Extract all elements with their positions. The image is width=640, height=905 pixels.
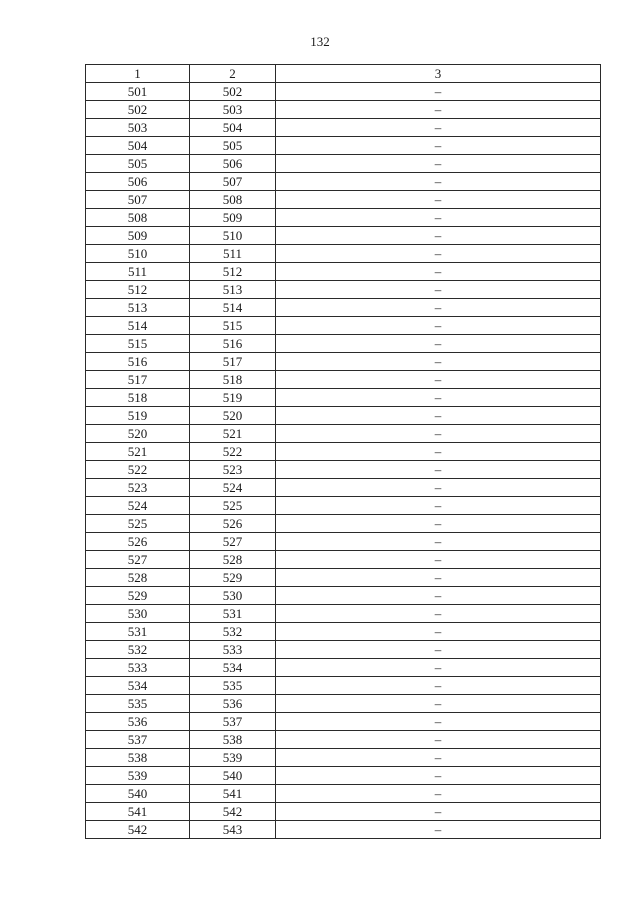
table-cell-col-1: 525	[86, 515, 190, 533]
table-cell-col-2: 520	[190, 407, 276, 425]
table-cell-col-2: 517	[190, 353, 276, 371]
table-row	[86, 227, 601, 245]
table-cell-col-1: 533	[86, 659, 190, 677]
table-cell-col-3: –	[276, 299, 601, 317]
table-cell-col-2: 542	[190, 803, 276, 821]
table-cell-col-3: –	[276, 533, 601, 551]
table-cell-col-3: –	[276, 785, 601, 803]
table-cell-col-1: 520	[86, 425, 190, 443]
column-header-3: 3	[276, 65, 601, 83]
table-cell-col-1: 540	[86, 785, 190, 803]
table-cell-col-3: –	[276, 515, 601, 533]
table-cell-col-2: 529	[190, 569, 276, 587]
table-cell-col-3: –	[276, 227, 601, 245]
table-cell-col-2: 527	[190, 533, 276, 551]
table-cell-col-3: –	[276, 173, 601, 191]
table-row	[86, 461, 601, 479]
table-cell-col-3: –	[276, 425, 601, 443]
table-row	[86, 767, 601, 785]
table-row	[86, 299, 601, 317]
table-cell-col-1: 538	[86, 749, 190, 767]
table-row	[86, 443, 601, 461]
table-row	[86, 821, 601, 839]
table-cell-col-3: –	[276, 659, 601, 677]
table-row	[86, 335, 601, 353]
table-cell-col-1: 539	[86, 767, 190, 785]
table-cell-col-1: 510	[86, 245, 190, 263]
table-cell-col-1: 509	[86, 227, 190, 245]
table-cell-col-1: 504	[86, 137, 190, 155]
table-cell-col-1: 518	[86, 389, 190, 407]
column-header-2: 2	[190, 65, 276, 83]
table-header-row	[86, 65, 601, 83]
table-cell-col-1: 515	[86, 335, 190, 353]
table-cell-col-1: 536	[86, 713, 190, 731]
table-cell-col-2: 541	[190, 785, 276, 803]
table-cell-col-1: 532	[86, 641, 190, 659]
table-cell-col-3: –	[276, 713, 601, 731]
table-row	[86, 569, 601, 587]
table-cell-col-3: –	[276, 443, 601, 461]
table-cell-col-1: 505	[86, 155, 190, 173]
table-row	[86, 137, 601, 155]
table-cell-col-1: 527	[86, 551, 190, 569]
table-row	[86, 83, 601, 101]
table-cell-col-1: 514	[86, 317, 190, 335]
table-cell-col-3: –	[276, 551, 601, 569]
table-row	[86, 749, 601, 767]
table-cell-col-2: 519	[190, 389, 276, 407]
table-cell-col-2: 534	[190, 659, 276, 677]
table-cell-col-3: –	[276, 731, 601, 749]
table-cell-col-1: 524	[86, 497, 190, 515]
table-cell-col-3: –	[276, 569, 601, 587]
table-cell-col-3: –	[276, 803, 601, 821]
table-body	[86, 83, 601, 839]
table-row	[86, 173, 601, 191]
table-cell-col-3: –	[276, 335, 601, 353]
table-row	[86, 605, 601, 623]
table-cell-col-3: –	[276, 389, 601, 407]
table-row	[86, 425, 601, 443]
table-cell-col-1: 508	[86, 209, 190, 227]
table-cell-col-3: –	[276, 353, 601, 371]
table-cell-col-3: –	[276, 119, 601, 137]
table-cell-col-2: 511	[190, 245, 276, 263]
table-row	[86, 389, 601, 407]
table-cell-col-1: 513	[86, 299, 190, 317]
table-cell-col-1: 519	[86, 407, 190, 425]
table-cell-col-2: 513	[190, 281, 276, 299]
table-cell-col-1: 542	[86, 821, 190, 839]
table-row	[86, 209, 601, 227]
table-cell-col-3: –	[276, 245, 601, 263]
table-cell-col-3: –	[276, 83, 601, 101]
table-cell-col-1: 528	[86, 569, 190, 587]
table-cell-col-3: –	[276, 767, 601, 785]
table-cell-col-2: 531	[190, 605, 276, 623]
table-cell-col-3: –	[276, 209, 601, 227]
table-cell-col-3: –	[276, 317, 601, 335]
table-cell-col-2: 518	[190, 371, 276, 389]
table-row	[86, 713, 601, 731]
table-row	[86, 587, 601, 605]
table-row	[86, 497, 601, 515]
table-cell-col-1: 503	[86, 119, 190, 137]
table-cell-col-3: –	[276, 587, 601, 605]
table-cell-col-2: 512	[190, 263, 276, 281]
table-cell-col-3: –	[276, 821, 601, 839]
table-row	[86, 281, 601, 299]
table-cell-col-1: 502	[86, 101, 190, 119]
table-row	[86, 533, 601, 551]
table-cell-col-1: 534	[86, 677, 190, 695]
table-cell-col-1: 511	[86, 263, 190, 281]
table-cell-col-2: 510	[190, 227, 276, 245]
table-cell-col-2: 522	[190, 443, 276, 461]
table-cell-col-3: –	[276, 155, 601, 173]
table-row	[86, 101, 601, 119]
table-cell-col-1: 506	[86, 173, 190, 191]
table-cell-col-3: –	[276, 479, 601, 497]
table-row	[86, 515, 601, 533]
table-cell-col-1: 530	[86, 605, 190, 623]
table-cell-col-3: –	[276, 677, 601, 695]
table-cell-col-1: 516	[86, 353, 190, 371]
table-cell-col-2: 502	[190, 83, 276, 101]
table-cell-col-3: –	[276, 605, 601, 623]
table-row	[86, 641, 601, 659]
table-row	[86, 191, 601, 209]
table-cell-col-2: 533	[190, 641, 276, 659]
table-cell-col-1: 512	[86, 281, 190, 299]
table-row	[86, 263, 601, 281]
table-cell-col-3: –	[276, 695, 601, 713]
page-number: 132	[310, 34, 330, 49]
table-cell-col-2: 504	[190, 119, 276, 137]
table-cell-col-3: –	[276, 461, 601, 479]
table-cell-col-2: 535	[190, 677, 276, 695]
table-row	[86, 371, 601, 389]
table-cell-col-2: 523	[190, 461, 276, 479]
table-cell-col-2: 524	[190, 479, 276, 497]
table-cell-col-2: 536	[190, 695, 276, 713]
table-row	[86, 317, 601, 335]
table-cell-col-2: 506	[190, 155, 276, 173]
table-row	[86, 695, 601, 713]
table-row	[86, 479, 601, 497]
table-cell-col-1: 507	[86, 191, 190, 209]
table-row	[86, 731, 601, 749]
table-row	[86, 785, 601, 803]
table-row	[86, 155, 601, 173]
table-cell-col-2: 507	[190, 173, 276, 191]
table-cell-col-2: 514	[190, 299, 276, 317]
table-cell-col-3: –	[276, 101, 601, 119]
table-cell-col-2: 537	[190, 713, 276, 731]
data-table	[85, 64, 601, 839]
table-row	[86, 659, 601, 677]
table-cell-col-1: 537	[86, 731, 190, 749]
table-cell-col-3: –	[276, 641, 601, 659]
table-cell-col-2: 525	[190, 497, 276, 515]
table-cell-col-2: 521	[190, 425, 276, 443]
table-row	[86, 803, 601, 821]
table-cell-col-2: 503	[190, 101, 276, 119]
table-cell-col-1: 529	[86, 587, 190, 605]
table-cell-col-1: 541	[86, 803, 190, 821]
table-cell-col-3: –	[276, 749, 601, 767]
table-cell-col-3: –	[276, 263, 601, 281]
table-cell-col-3: –	[276, 281, 601, 299]
table-cell-col-3: –	[276, 407, 601, 425]
table-cell-col-2: 538	[190, 731, 276, 749]
column-header-1: 1	[86, 65, 190, 83]
table-cell-col-3: –	[276, 371, 601, 389]
table-cell-col-2: 508	[190, 191, 276, 209]
table-cell-col-2: 505	[190, 137, 276, 155]
table-row	[86, 623, 601, 641]
table-cell-col-2: 532	[190, 623, 276, 641]
table-cell-col-1: 522	[86, 461, 190, 479]
table-cell-col-1: 501	[86, 83, 190, 101]
table-cell-col-2: 528	[190, 551, 276, 569]
table-row	[86, 353, 601, 371]
table-cell-col-3: –	[276, 623, 601, 641]
table-cell-col-3: –	[276, 191, 601, 209]
table-cell-col-1: 517	[86, 371, 190, 389]
table-row	[86, 119, 601, 137]
table-cell-col-2: 515	[190, 317, 276, 335]
table-row	[86, 407, 601, 425]
table-cell-col-1: 535	[86, 695, 190, 713]
table-cell-col-1: 526	[86, 533, 190, 551]
table-cell-col-2: 543	[190, 821, 276, 839]
table-row	[86, 551, 601, 569]
table-row	[86, 245, 601, 263]
table-cell-col-2: 539	[190, 749, 276, 767]
table-cell-col-2: 509	[190, 209, 276, 227]
table-cell-col-2: 530	[190, 587, 276, 605]
table-cell-col-1: 523	[86, 479, 190, 497]
table-cell-col-3: –	[276, 137, 601, 155]
table-cell-col-2: 526	[190, 515, 276, 533]
table-cell-col-2: 516	[190, 335, 276, 353]
table-cell-col-1: 531	[86, 623, 190, 641]
table-cell-col-3: –	[276, 497, 601, 515]
table-row	[86, 677, 601, 695]
table-cell-col-2: 540	[190, 767, 276, 785]
table-cell-col-1: 521	[86, 443, 190, 461]
